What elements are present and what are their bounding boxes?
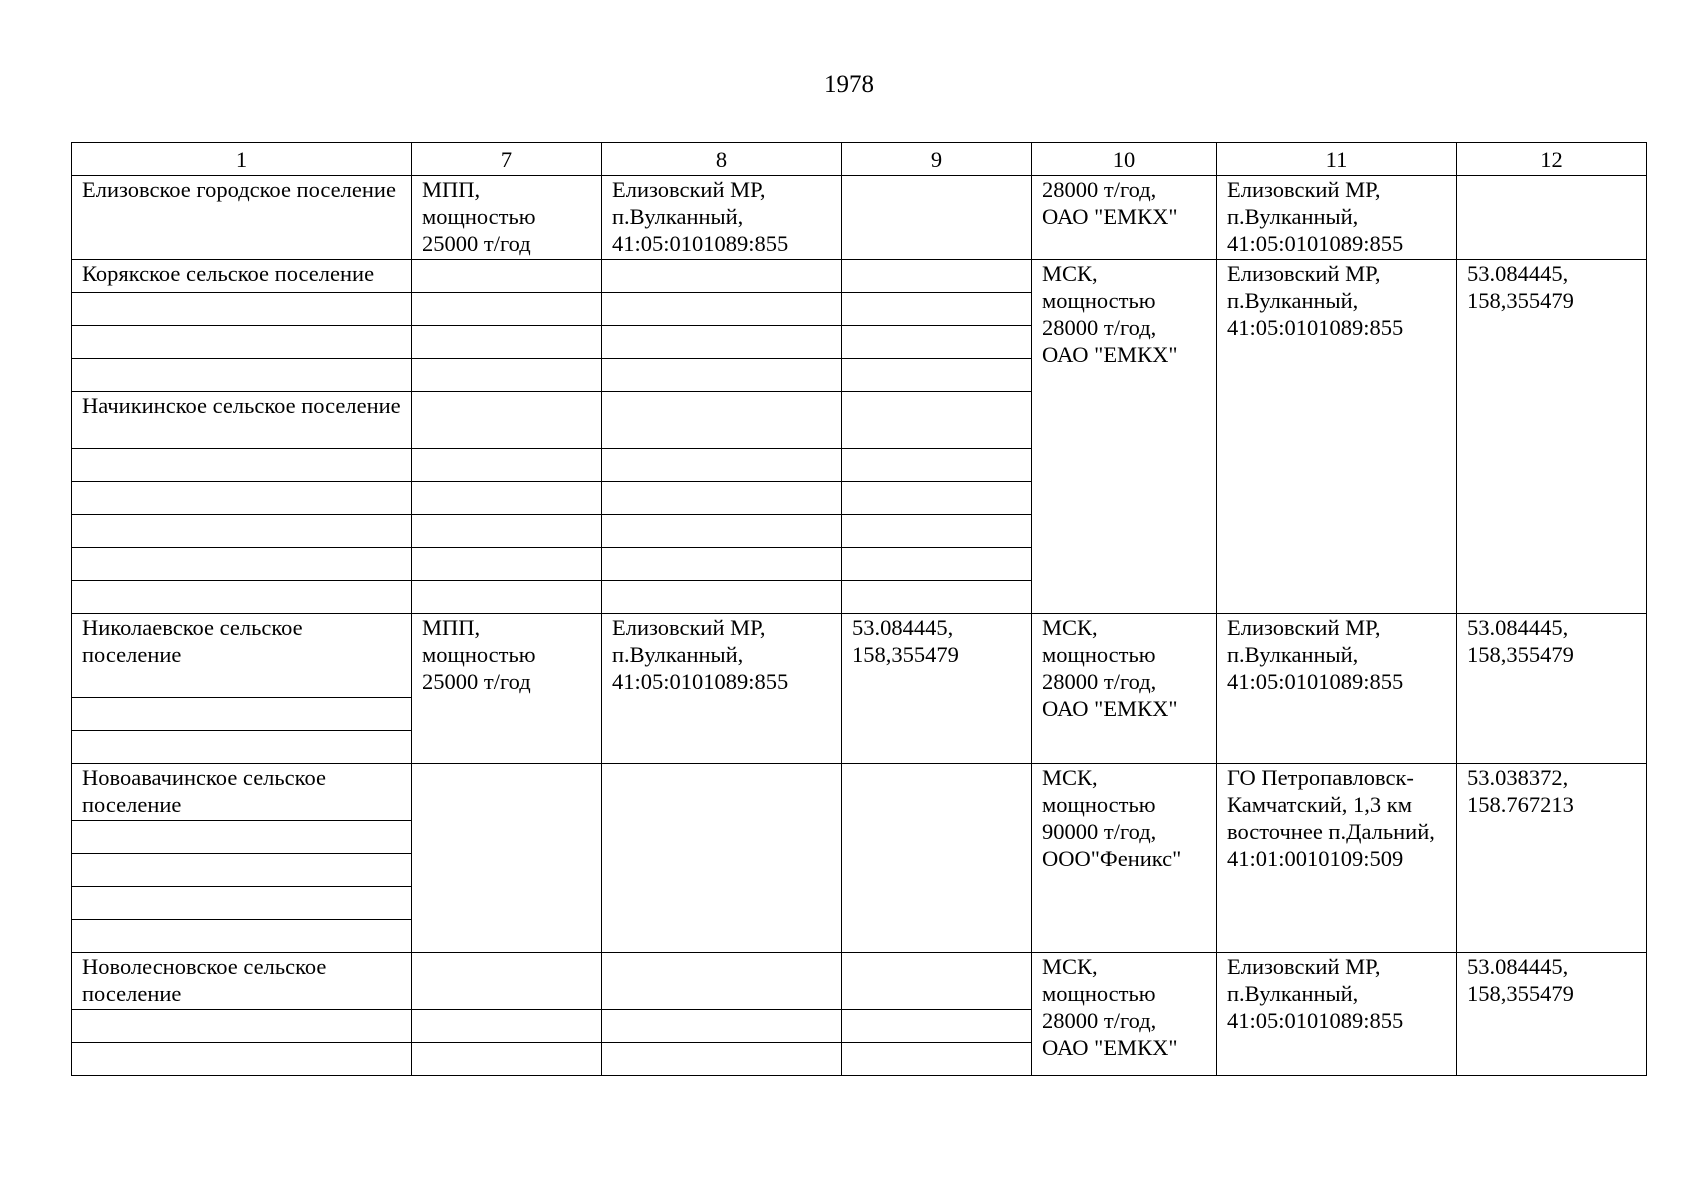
table-row (72, 953, 1647, 1010)
table-cell (1457, 176, 1647, 260)
table-cell: 28000 т/год, ОАО "ЕМКХ" (1032, 176, 1217, 260)
settlement-name: Корякское сельское поселение (72, 260, 412, 293)
table-cell: МСК, мощностью 28000 т/год, ОАО "ЕМКХ" (1032, 260, 1217, 614)
header-cell: 7 (412, 143, 602, 176)
header-cell: 8 (602, 143, 842, 176)
header-cell: 12 (1457, 143, 1647, 176)
table-cell: ГО Петропавловск-Камчатский, 1,3 км восточнее п.Дальний, 41:01:0010109:509 (1217, 764, 1457, 953)
table-cell: 53.038372, 158.767213 (1457, 764, 1647, 953)
data-table (71, 142, 1647, 1076)
table-cell: Елизовский МР, п.Вулканный, 41:05:0101089:855 (602, 176, 842, 260)
table-cell: МСК, мощностью 28000 т/год, ОАО "ЕМКХ" (1032, 953, 1217, 1076)
table-cell: МПП, мощностью 25000 т/год (412, 176, 602, 260)
table-cell: 53.084445, 158,355479 (1457, 953, 1647, 1076)
table-row (72, 764, 1647, 821)
table-cell: МСК, мощностью 90000 т/год, ООО"Феникс" (1032, 764, 1217, 953)
table-cell: Елизовский МР, п.Вулканный, 41:05:0101089:855 (602, 614, 842, 764)
table-cell (602, 260, 842, 293)
table-row (72, 614, 1647, 698)
table-cell: Елизовский МР, п.Вулканный, 41:05:0101089:855 (1217, 176, 1457, 260)
table-row (72, 260, 1647, 293)
page-number: 1978 (824, 71, 874, 98)
header-cell: 11 (1217, 143, 1457, 176)
settlement-name: Елизовское городское поселение (72, 176, 412, 260)
table-cell: 53.084445, 158,355479 (1457, 260, 1647, 614)
settlement-name: Новоавачинское сельское поселение (72, 764, 412, 821)
table-cell (842, 764, 1032, 953)
table-cell: МПП, мощностью 25000 т/год (412, 614, 602, 764)
table-cell (842, 260, 1032, 293)
table-cell (602, 764, 842, 953)
header-cell: 10 (1032, 143, 1217, 176)
table-cell: Елизовский МР, п.Вулканный, 41:05:0101089:855 (1217, 614, 1457, 764)
header-cell: 9 (842, 143, 1032, 176)
table-cell: МСК, мощностью 28000 т/год, ОАО "ЕМКХ" (1032, 614, 1217, 764)
settlement-name: Новолесновское сельское поселение (72, 953, 412, 1010)
table-cell: 53.084445, 158,355479 (1457, 614, 1647, 764)
table-cell (412, 764, 602, 953)
table-cell: 53.084445, 158,355479 (842, 614, 1032, 764)
header-cell: 1 (72, 143, 412, 176)
settlement-name: Начикинское сельское поселение (72, 392, 412, 449)
table-cell: Елизовский МР, п.Вулканный, 41:05:0101089:855 (1217, 260, 1457, 614)
settlement-name: Николаевское сельское поселение (72, 614, 412, 698)
table-cell (412, 260, 602, 293)
table-cell (842, 176, 1032, 260)
table-row (72, 176, 1647, 260)
table-header-row (72, 143, 1647, 176)
table-cell: Елизовский МР, п.Вулканный, 41:05:0101089:855 (1217, 953, 1457, 1076)
